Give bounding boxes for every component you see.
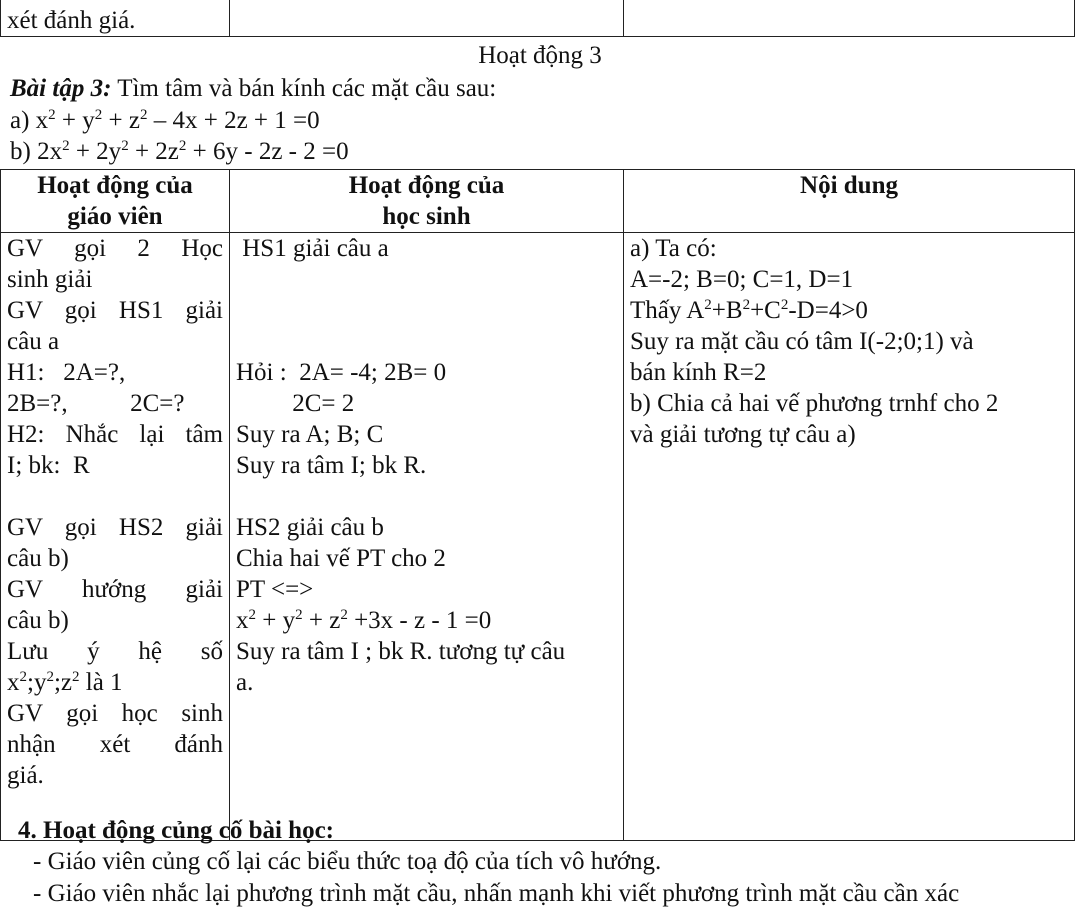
exercise-statement xyxy=(10,73,496,104)
content-line: và giải tương tự câu a) xyxy=(630,421,856,448)
exercise-text: Tìm tâm và bán kính các mặt cầu sau: xyxy=(111,75,497,102)
content-line: Suy ra mặt cầu có tâm I(-2;0;1) và xyxy=(630,328,974,355)
activity-table xyxy=(0,169,1075,841)
equation-a: a) $x^2 + y^2 + z^2 - 4x + 2z + 1 =0$ xyxy=(10,107,320,134)
content-cell xyxy=(624,233,1075,841)
teacher-line: Lưu ý hệ số xyxy=(7,638,223,665)
section4-bullet: - Giáo viên củng cố lại các biểu thức toạ độ của tích vô hướng. xyxy=(33,848,662,875)
teacher-line: sinh giải xyxy=(7,266,93,293)
content-line: b) Chia cả hai vế phương trnhf cho 2 xyxy=(630,390,999,417)
teacher-line: câu b) xyxy=(7,607,69,634)
teacher-line: $x^2;y^2;z^2$ là 1 xyxy=(7,669,123,696)
teacher-line: câu a xyxy=(7,328,60,355)
student-line: Suy ra A; B; C xyxy=(236,421,384,448)
header-student: Hoạt động của học sinh xyxy=(230,170,624,233)
student-line: Chia hai vế PT cho 2 xyxy=(236,545,446,572)
equation-b: b) $2x^2 + 2y^2 + 2z^2 + 6y - 2z - 2 =0$ xyxy=(10,138,349,165)
header-teacher: Hoạt động của giáo viên xyxy=(1,170,230,233)
student-line: HS1 giải câu a xyxy=(236,235,389,262)
teacher-line: 2B=?, 2C=? xyxy=(7,390,185,417)
teacher-line: I; bk: R xyxy=(7,452,90,479)
teacher-line: giá. xyxy=(7,762,44,789)
content-line: a) Ta có: xyxy=(630,235,717,262)
section4-title: 4. Hoạt động củng cố bài học: xyxy=(18,817,335,844)
teacher-line: H1: 2A=?, xyxy=(7,359,126,386)
equation-text: b) 2x xyxy=(10,138,63,165)
equation-text: + 6y - 2z - 2 =0 xyxy=(186,138,349,165)
student-line: Suy ra tâm I; bk R. xyxy=(236,452,427,479)
teacher-line: câu b) xyxy=(7,545,69,572)
cell-text: xét đánh giá. xyxy=(7,7,136,34)
student-line: a. xyxy=(236,669,254,696)
table-cell xyxy=(230,0,624,37)
teacher-line: GV hướng giải xyxy=(7,576,223,603)
header-content: Nội dung xyxy=(624,170,1075,233)
table-header-row xyxy=(1,170,1075,233)
content-line: A=-2; B=0; C=1, D=1 xyxy=(630,266,854,293)
equation-text: a) x xyxy=(10,107,49,134)
student-line: PT <=> xyxy=(236,576,314,603)
previous-table-tail xyxy=(0,0,1075,37)
teacher-line: H2: Nhắc lại tâm xyxy=(7,421,223,448)
student-line: Hỏi : 2A= -4; 2B= 0 xyxy=(236,359,447,386)
table-cell xyxy=(1,0,230,37)
exercise-label: Bài tập 3: xyxy=(10,75,112,102)
student-line: 2C= 2 xyxy=(236,390,355,417)
content-line: Thấy $A^2+B^2+C^2-D=4>0$ xyxy=(630,297,868,324)
table-row xyxy=(1,233,1075,841)
teacher-line: GV gọi HS1 giải xyxy=(7,297,223,324)
content-line: bán kính R=2 xyxy=(630,359,767,386)
teacher-line: GV gọi học sinh xyxy=(7,700,223,727)
student-line: HS2 giải câu b xyxy=(236,514,384,541)
teacher-line: nhận xét đánh xyxy=(7,731,223,758)
student-line: Suy ra tâm I ; bk R. tương tự câu xyxy=(236,638,566,665)
teacher-cell xyxy=(1,233,230,841)
equation-text: – 4x + 2z + 1 =0 xyxy=(147,107,320,134)
section4-bullet: - Giáo viên nhắc lại phương trình mặt cầu, nhấn mạnh khi viết phương trình mặt cầu cần xác xyxy=(33,880,960,907)
student-cell xyxy=(230,233,624,841)
table-row xyxy=(1,0,1075,37)
student-line: $x^2 + y^2 + z^2 +3x - z - 1 =0$ xyxy=(236,607,492,634)
teacher-line: GV gọi 2 Học xyxy=(7,235,223,262)
section-title: Hoạt động 3 xyxy=(478,42,602,69)
teacher-line: GV gọi HS2 giải xyxy=(7,514,223,541)
table-cell xyxy=(624,0,1075,37)
